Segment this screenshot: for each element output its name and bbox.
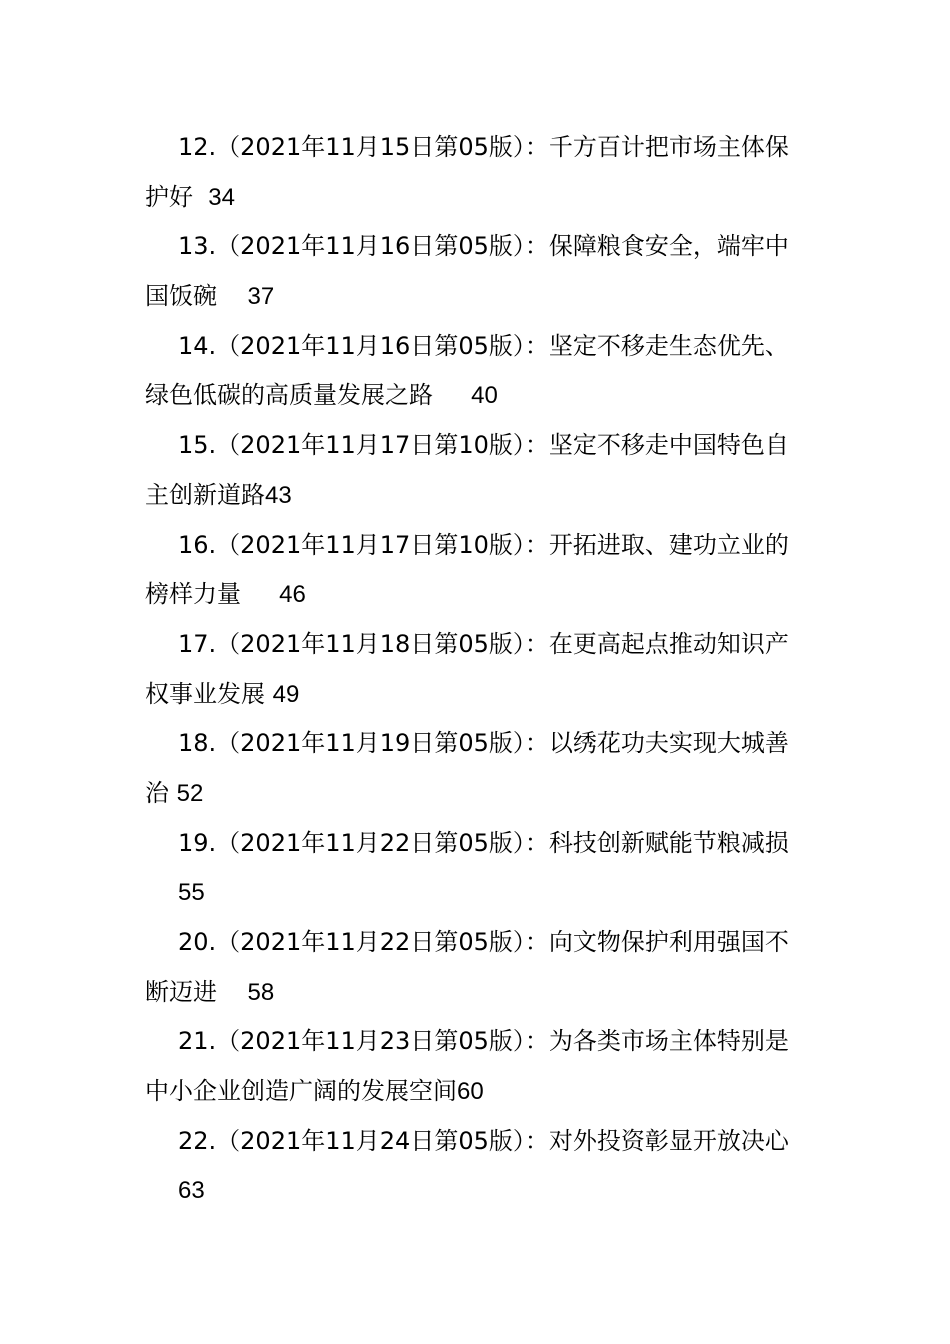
toc-entry-20-continuation	[145, 968, 810, 1018]
toc-entry-21-page: 60	[457, 1078, 484, 1106]
toc-entry-14-title: 14.（2021年11月16日第05版）：坚定不移走生态优先、	[178, 331, 789, 360]
toc-entry-17-page: 49	[272, 680, 300, 708]
toc-entry-18-continuation	[145, 769, 810, 819]
toc-entry-12-title: 12.（2021年11月15日第05版）：千方百计把市场主体保	[178, 133, 789, 161]
toc-entry-20-page: 58	[247, 978, 275, 1006]
toc-entry-14-page: 40	[471, 382, 498, 410]
toc-entry-19-continuation	[145, 868, 810, 918]
toc-entry-13-page: 37	[247, 283, 275, 311]
toc-entry-22-page: 63	[178, 1177, 205, 1205]
toc-entry-12-page: 34	[208, 183, 235, 211]
toc-entry-21-continuation	[145, 1067, 810, 1117]
toc-entry-18-title: 18.（2021年11月19日第05版）：以绣花功夫实现大城善	[178, 729, 789, 758]
toc-entry-13-title-end: 国饭碗	[145, 282, 217, 311]
toc-entry-22-title: 22.（2021年11月24日第05版）：对外投资彰显开放决心	[178, 1126, 789, 1155]
toc-entry-16-page: 46	[279, 581, 306, 609]
toc-entry-15-title: 15.（2021年11月17日第10版）：坚定不移走中国特色自	[178, 431, 789, 460]
toc-entry-12-continuation	[145, 173, 810, 223]
toc-entry-16-title-end: 榜样力量	[145, 580, 241, 609]
toc-entry-17-title: 17.（2021年11月18日第05版）：在更高起点推动知识产	[178, 629, 789, 658]
toc-entry-13-title: 13.（2021年11月16日第05版）：保障粮食安全，端牢中	[178, 232, 789, 261]
toc-entry-13-continuation	[145, 272, 810, 322]
toc-entry-14-continuation	[145, 371, 810, 421]
toc-entry-18-page: 52	[176, 779, 204, 807]
toc-entry-15-title-end: 主创新道路	[145, 480, 265, 509]
toc-entry-21-title-end: 中小企业创造广阔的发展空间	[145, 1077, 457, 1106]
toc-entry-19-title: 19.（2021年11月22日第05版）：科技创新赋能节粮减损	[178, 828, 789, 857]
toc-entry-16-title: 16.（2021年11月17日第10版）：开拓进取、建功立业的	[178, 530, 789, 559]
toc-entry-15-page: 43	[265, 481, 292, 509]
table-of-contents	[145, 123, 810, 1216]
toc-entry-15-continuation	[145, 471, 810, 521]
toc-entry-19-page: 55	[178, 879, 205, 907]
toc-entry-20-title-end: 断迈进	[145, 977, 217, 1006]
toc-entry-22-continuation	[145, 1166, 810, 1216]
toc-entry-17-title-end: 权事业发展	[145, 679, 265, 708]
toc-entry-21-title: 21.（2021年11月23日第05版）：为各类市场主体特别是	[178, 1027, 789, 1056]
toc-entry-20-title: 20.（2021年11月22日第05版）：向文物保护利用强国不	[178, 928, 789, 956]
toc-entry-18-title-end: 治	[145, 778, 169, 807]
toc-entry-12-title-end: 护好	[145, 182, 193, 211]
toc-entry-17-continuation	[145, 670, 810, 720]
toc-entry-16-continuation	[145, 570, 810, 620]
toc-entry-14-title-end: 绿色低碳的高质量发展之路	[145, 381, 433, 410]
